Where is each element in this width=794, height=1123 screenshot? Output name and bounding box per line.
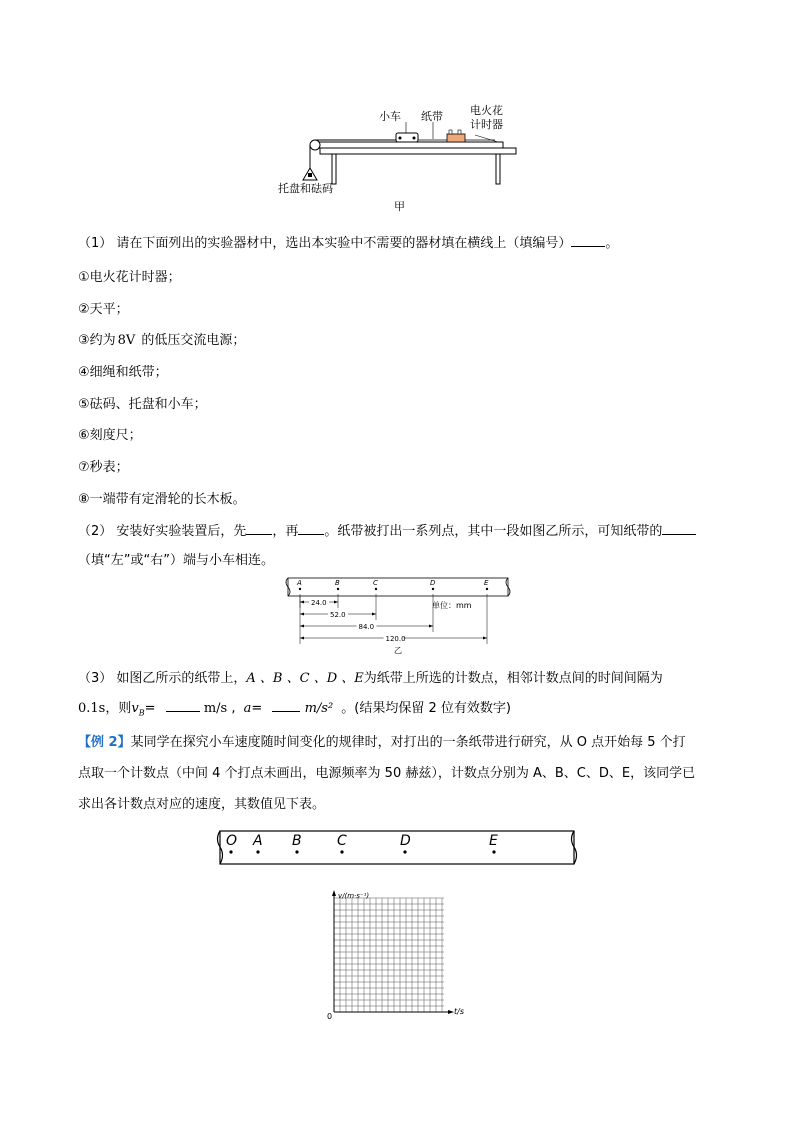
example-tag: 【例 2】 bbox=[78, 735, 131, 750]
tape-point-label: A bbox=[297, 579, 302, 587]
tape-point-label: C bbox=[373, 579, 378, 587]
q1-item-4: ④细绳和纸带； bbox=[78, 365, 168, 380]
q2-line-2: （填“左”或“右”）端与小车相连。 bbox=[78, 553, 274, 568]
dim-value: 120.0 bbox=[385, 635, 406, 643]
q2-blank-3[interactable] bbox=[662, 522, 696, 535]
tape-dot bbox=[432, 588, 434, 590]
caption-yi: 乙 bbox=[394, 646, 402, 655]
q3-a-blank[interactable] bbox=[272, 699, 300, 712]
x-axis-label: t/s bbox=[454, 1007, 464, 1016]
label-timer-2: 计时器 bbox=[470, 118, 503, 131]
q1-item-2: ②天平； bbox=[78, 302, 129, 317]
origin-label: 0 bbox=[327, 1012, 333, 1020]
table-leg-left bbox=[332, 154, 336, 184]
tape-figure bbox=[282, 574, 514, 656]
ex2-tape-dot bbox=[295, 850, 298, 853]
label-timer-1: 电火花 bbox=[470, 104, 503, 117]
tape-dot bbox=[375, 588, 377, 590]
ex2-point-label: D bbox=[400, 833, 411, 849]
dim-arrow bbox=[300, 613, 304, 616]
dim-arrow bbox=[429, 625, 433, 628]
tape-unit: 单位：mm bbox=[432, 601, 472, 610]
dim-value: 24.0 bbox=[311, 599, 327, 607]
dim-arrow bbox=[300, 637, 304, 640]
q1-item-8: ⑧一端带有定滑轮的长木板。 bbox=[78, 492, 246, 507]
ex2-point-label: E bbox=[489, 833, 498, 849]
ex2-line-3: 求出各计数点对应的速度，其数值见下表。 bbox=[78, 797, 326, 812]
label-car: 小车 bbox=[379, 110, 401, 123]
tape-dot bbox=[337, 588, 339, 590]
dim-arrow bbox=[372, 613, 376, 616]
dim-arrow bbox=[300, 625, 304, 628]
q1-item-6: ⑥刻度尺； bbox=[78, 428, 142, 443]
y-axis-label: v/(m·s⁻¹) bbox=[338, 892, 370, 900]
apparatus-figure bbox=[270, 100, 530, 215]
ex2-point-label: A bbox=[253, 833, 263, 849]
ex2-tape-dot bbox=[340, 850, 343, 853]
q2-blank-1[interactable] bbox=[246, 522, 272, 535]
ex2-line-2: 点取一个计数点（中间 4 个打点未画出，电源频率为 50 赫兹），计数点分别为 A、B、C、D、E，该同学已 bbox=[78, 766, 696, 781]
ex2-point-label: B bbox=[292, 833, 302, 849]
q2-blank-2[interactable] bbox=[298, 522, 324, 535]
tape-point-label: D bbox=[430, 579, 436, 587]
ex2-point-label: C bbox=[337, 833, 347, 849]
q1-answer-blank[interactable] bbox=[571, 234, 605, 247]
ex2-tape-dot bbox=[229, 850, 232, 853]
dim-arrow bbox=[334, 601, 338, 604]
table-leg-right bbox=[496, 154, 500, 184]
dim-value: 84.0 bbox=[358, 623, 375, 631]
q3-line-1: （3） 如图乙所示的纸带上，A 、B 、C 、D 、E为纸带上所选的计数点，相邻计数点间的时间间隔为 bbox=[78, 671, 663, 686]
q1-item-3: ③约为 8V 的低压交流电源； bbox=[78, 333, 246, 348]
pulley bbox=[310, 140, 320, 150]
tape-point-label: E bbox=[484, 579, 489, 587]
graph-grid bbox=[334, 898, 444, 1012]
ex2-tape-dot bbox=[403, 850, 406, 853]
dim-arrow bbox=[300, 601, 304, 604]
caption-jia: 甲 bbox=[394, 200, 405, 213]
ex2-tape-figure bbox=[214, 828, 580, 868]
table-board bbox=[320, 148, 516, 154]
q1-prompt: （1） 请在下面列出的实验器材中，选出本实验中不需要的器材填在横线上（填编号） 。 bbox=[78, 236, 619, 251]
q3-line-2: 0.1s，则$v_B= m/s$ , a= m/s² 。(结果均保留 2 位有效数字) bbox=[78, 701, 511, 718]
ex2-tape-dot bbox=[492, 850, 495, 853]
label-tape: 纸带 bbox=[421, 110, 443, 123]
ex2-tape-dot bbox=[256, 850, 259, 853]
label-tray: 托盘和砝码 bbox=[278, 182, 333, 195]
tape-dot bbox=[486, 588, 488, 590]
q1-item-1: ①电火花计时器； bbox=[78, 270, 181, 285]
ex2-line-1: 【例 2】某同学在探究小车速度随时间变化的规律时，对打出的一条纸带进行研究，从 O 点开始每 5 个打 bbox=[78, 735, 686, 750]
tape-point-label: B bbox=[335, 579, 340, 587]
dim-arrow bbox=[483, 637, 487, 640]
q3-vb-blank[interactable] bbox=[166, 699, 200, 712]
long-board bbox=[318, 142, 503, 148]
tape-dot bbox=[299, 588, 301, 590]
q1-item-7: ⑦秒表； bbox=[78, 460, 129, 475]
q1-item-5: ⑤砝码、托盘和小车； bbox=[78, 397, 207, 412]
spark-timer bbox=[447, 134, 465, 142]
vt-graph bbox=[322, 888, 474, 1020]
ex2-point-label: O bbox=[226, 833, 238, 849]
dim-value: 52.0 bbox=[330, 611, 346, 619]
q2-line-1: （2） 安装好实验装置后，先 ，再 。纸带被打出一系列点，其中一段如图乙所示，可知纸带的 bbox=[78, 520, 696, 539]
